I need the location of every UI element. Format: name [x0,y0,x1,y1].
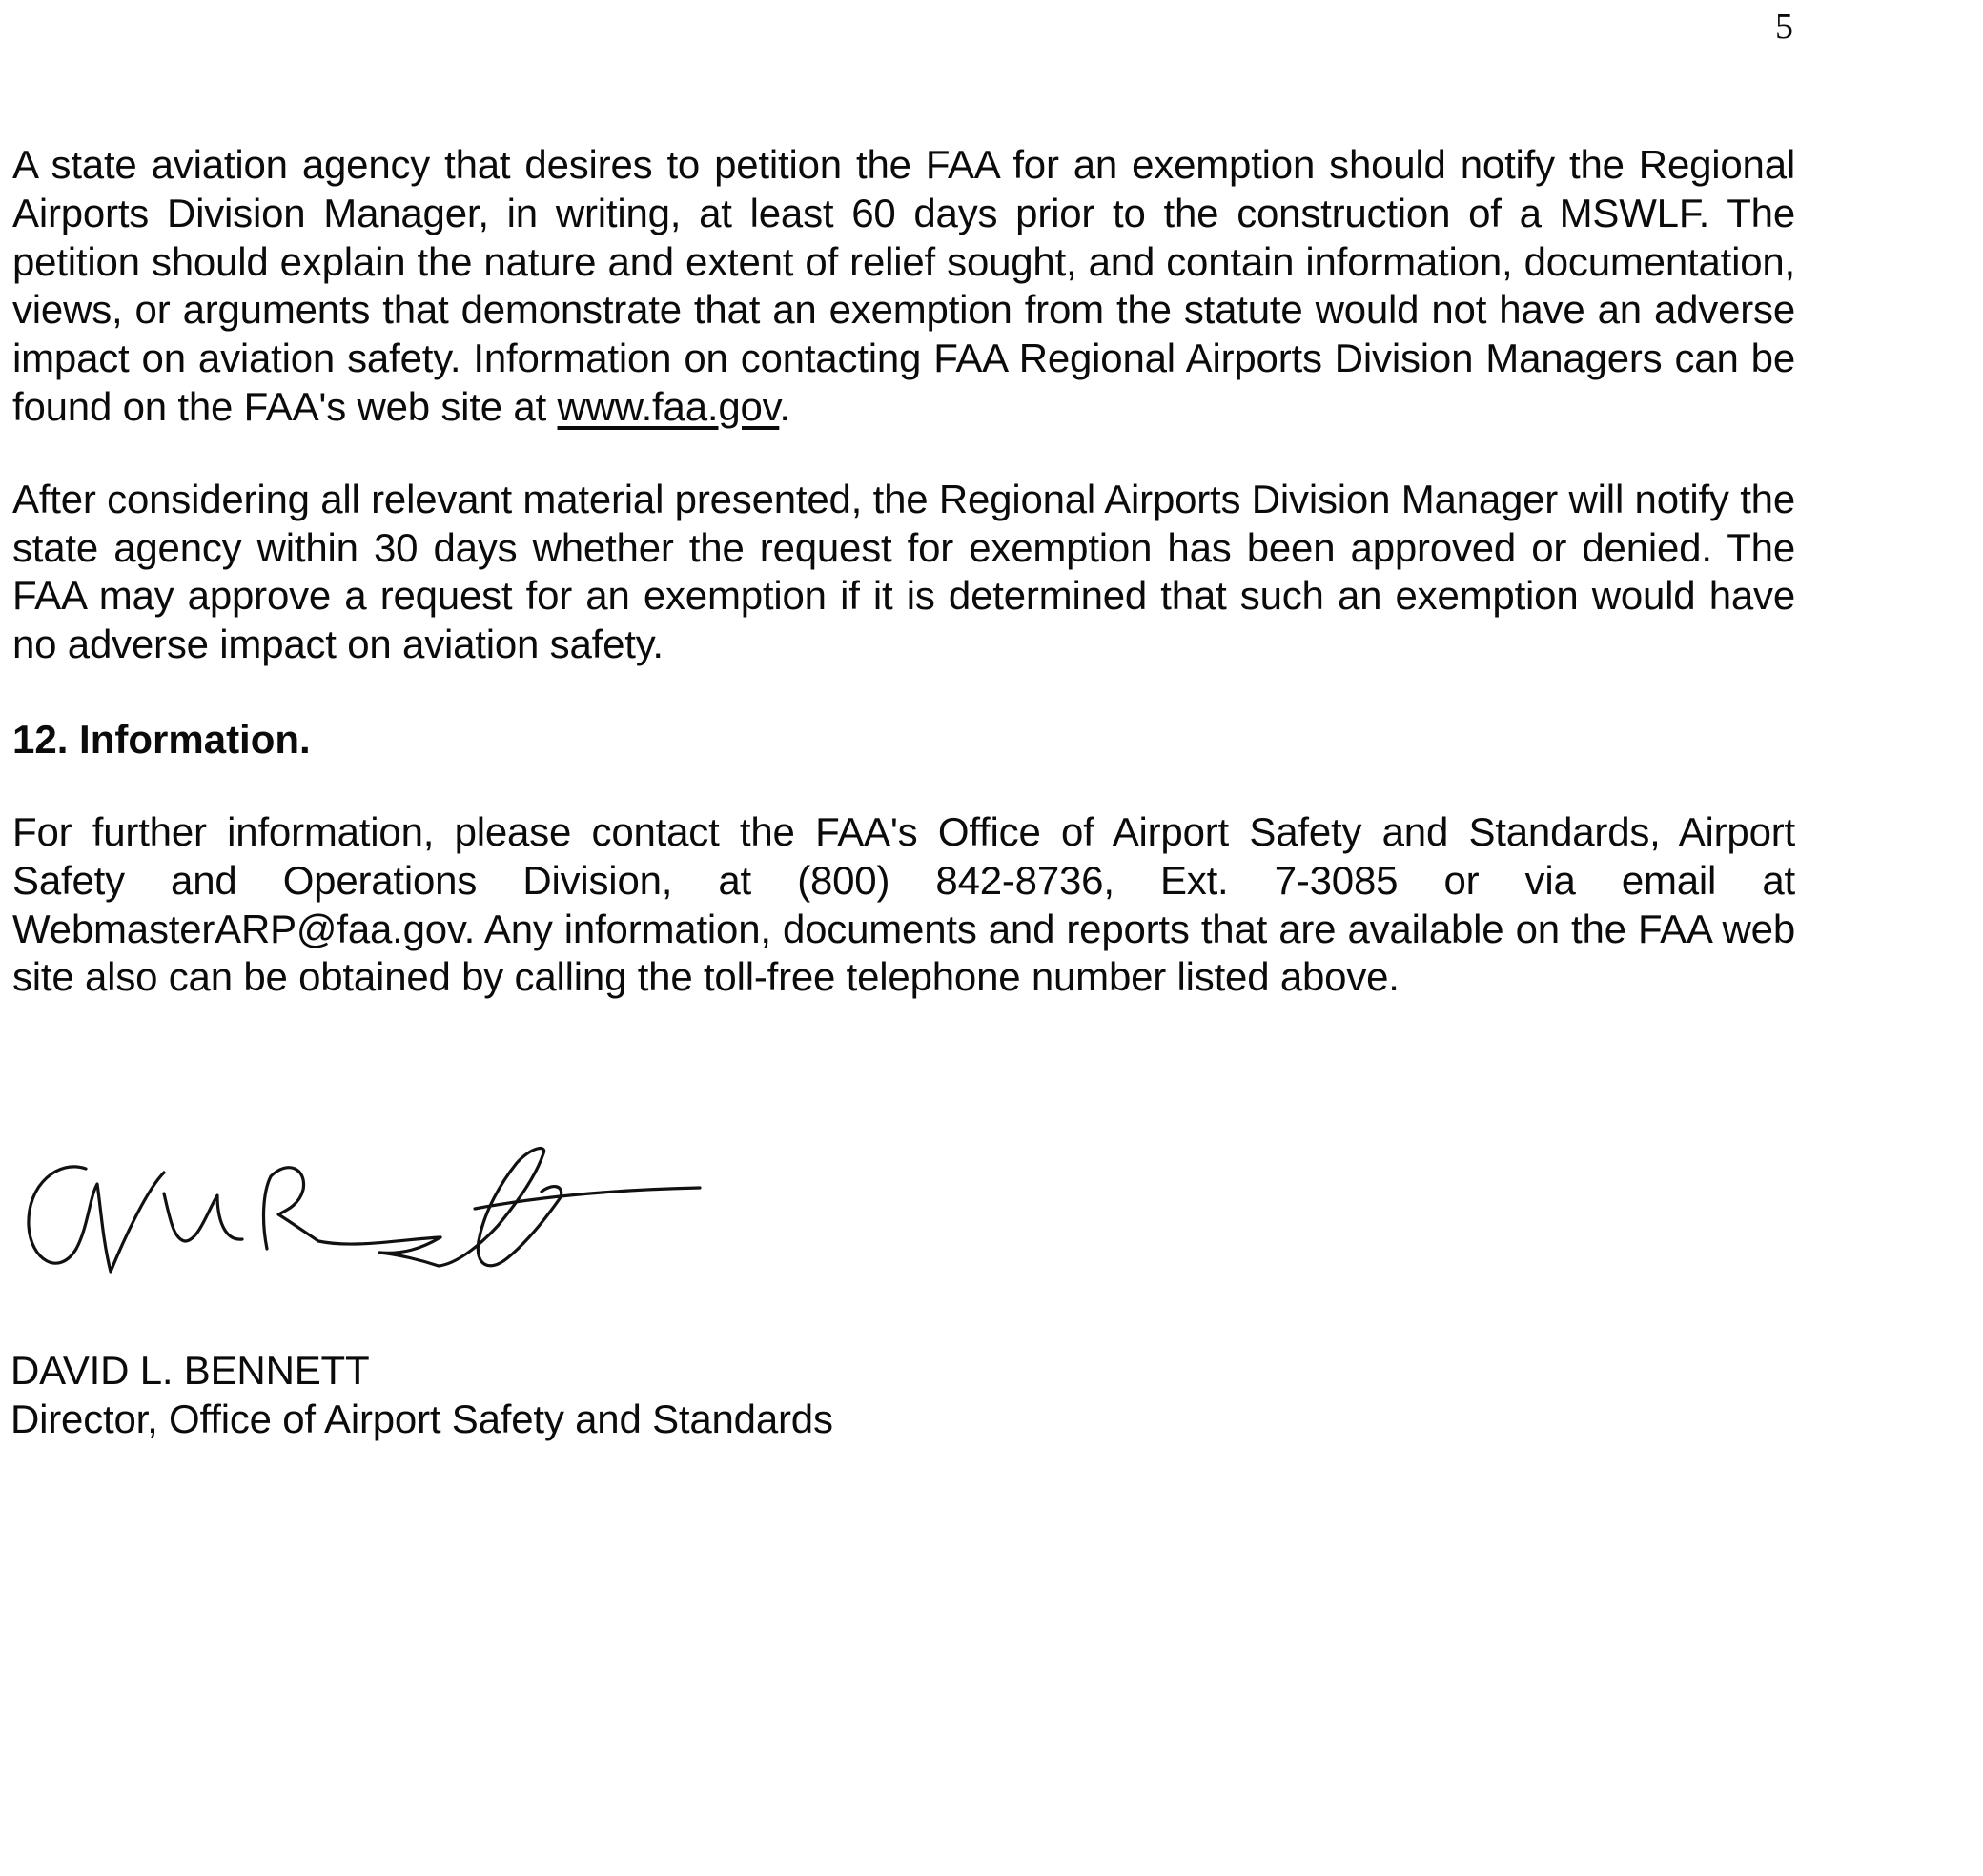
document-body [12,141,1795,1002]
signer-title: Director, Office of Airport Safety and Standards [10,1397,833,1441]
page-number: 5 [1775,7,1793,47]
section-heading-information: 12. Information. [12,716,311,762]
signature-stroke-2 [164,1193,242,1241]
paragraph-exemption-petition [12,141,1795,432]
paragraph-exemption-decision: After considering all relevant material presented, the Regional Airports Division Manager will notify the state agency within 30 days whether the request for exemption has been approved or denied. The FAA may approve a request for an exemption if it is determined that such an exemption would have no adverse impact on aviation safety. [12,476,1795,667]
paragraph-contact-information: For further information, please contact the FAA's Office of Airport Safety and Standards, Airport Safety and Operations Division, at (800) 842-8736, Ext. 7-3085 or via email at WebmasterARP@faa.gov. Any information, documents and reports that are available on the FAA web site also can be obtained by calling the toll-free telephone number listed above. [12,808,1795,1000]
signature-block [10,1346,833,1443]
signature-stroke-1 [29,1167,164,1272]
signature-stroke-5 [475,1188,700,1209]
signature-stroke-3 [264,1168,440,1249]
signature-stroke-4 [379,1149,562,1266]
paragraph-exemption-petition-text: A state aviation agency that desires to petition the FAA for an exemption should notify the Regional Airports Division Manager, in writing, at least 60 days prior to the construction of a MSWLF. The petition should explain the nature and extent of relief sought, and contain information, documentation, views, or arguments that demonstrate that an exemption from the statute would not have an adverse impact on aviation safety. Information on contacting FAA Regional Airports Division Managers can be found on the FAA's web site at [12,142,1795,429]
handwritten-signature [21,1134,726,1306]
signer-name: DAVID L. BENNETT [10,1348,370,1393]
paragraph-exemption-petition-end: . [779,383,790,429]
faa-website-link[interactable]: www.faa.gov [557,383,780,429]
